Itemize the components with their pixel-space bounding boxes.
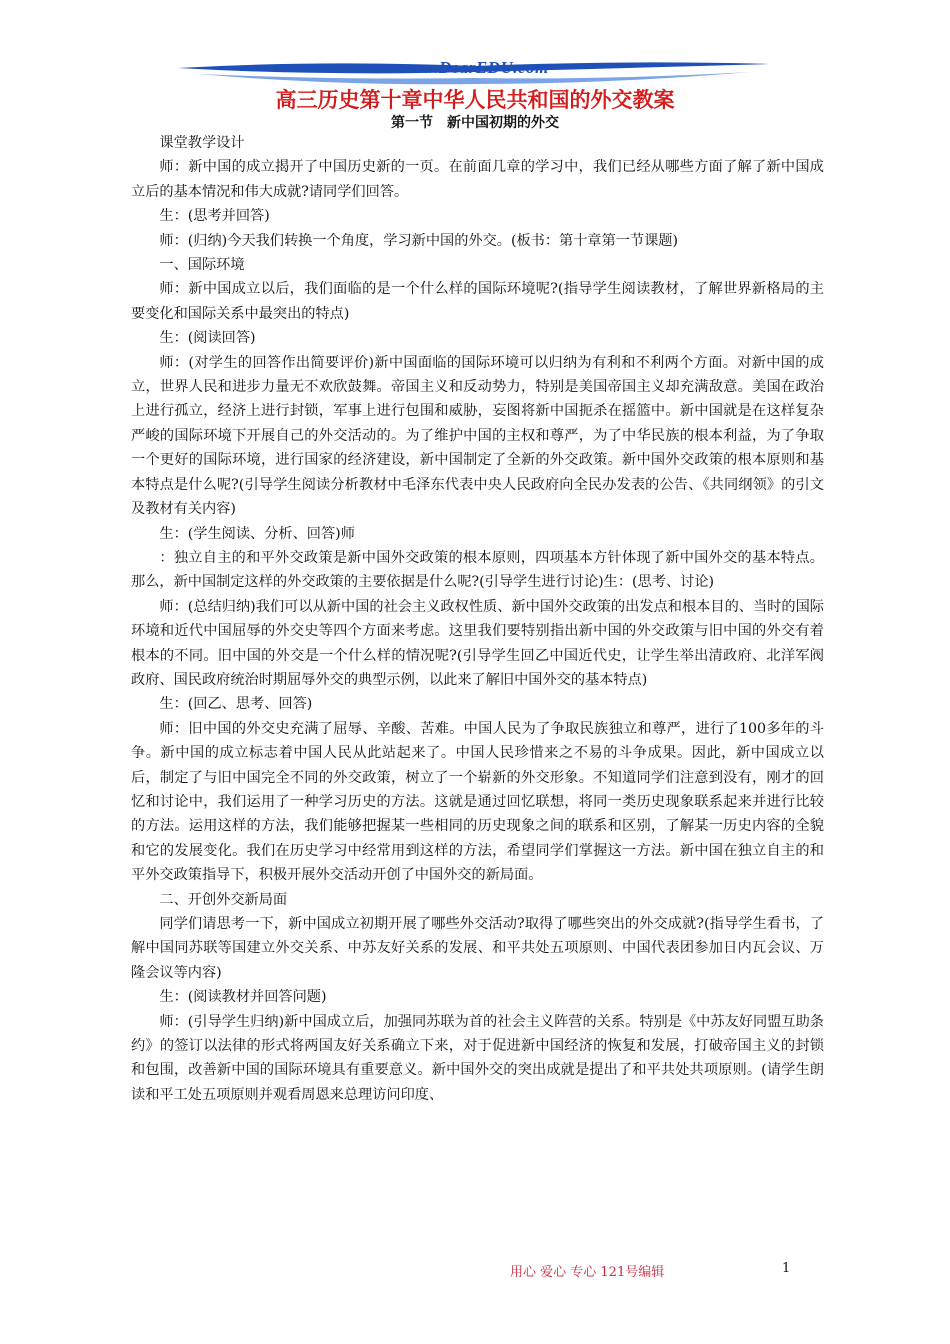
- section-heading: 一、国际环境: [159, 257, 245, 274]
- paragraph: 课堂教学设计: [159, 135, 245, 151]
- paragraph: 师：(归纳)今天我们转换一个角度，学习新中国的外交。(板书：第十章第一节课题): [159, 232, 679, 249]
- document-title: 高三历史第十章中华人民共和国的外交教案: [275, 88, 675, 112]
- paragraph: 生：(阅读教材并回答问题): [159, 989, 327, 1006]
- section-heading: 二、开创外交新局面: [159, 891, 288, 908]
- paragraph: 师：旧中国的外交史充满了屈辱、辛酸、苦难。中国人民为了争取民族独立和尊严，进行了100多年的斗争。新中国的成立标志着中国人民从此站起来了。中国人民珍惜来之不易的斗争成果。因此，新中国成立以后，制定了与旧中国完全不同的外交政策，树立了一个崭新的外交形象。不知道同学们注意到没有，刚才的回忆和讨论中，我们运用了一种学习历史的方法。这就是通过回忆联想，将同一类历史现象联系起来并进行比较的方法。运用这样的方法，我们能够把握某一些相同的历史现象之间的联系和区别，了解某一历史内容的全貌和它的发展变化。我们在历史学习中经常用到这样的方法，希望同学们掌握这一方法。新中国在独立自主的和平外交政策指导下，积极开展外交活动开创了中国外交的新局面。: [131, 720, 824, 884]
- paragraph: 师：(对学生的回答作出简要评价)新中国面临的国际环境可以归纳为有利和不利两个方面。对新中国的成立，世界人民和进步力量无不欢欣鼓舞。帝国主义和反动势力，特别是美国帝国主义却充满敌意。美国在政治上进行孤立，经济上进行封锁，军事上进行包围和威胁，妄图将新中国扼杀在摇篮中。新中国就是在这样复杂严峻的国际环境下开展自己的外交活动的。为了维护中国的主权和尊严，为了中华民族的根本利益，为了争取一个更好的国际环境，进行国家的经济建设，新中国制定了全新的外交政策。新中国外交政策的根本原则和基本特点是什么呢?(引导学生阅读分析教材中毛泽东代表中央人民政府向全民办发表的公告、《共同纲领》的引文及教材有关内容): [131, 354, 824, 518]
- paragraph: 师：(引导学生归纳)新中国成立后，加强同苏联为首的社会主义阵营的关系。特别是《中苏友好同盟互助条约》的签订以法律的形式将两国友好关系确立下来，对于促进新中国经济的恢复和发展，打破帝国主义的封锁和包围，改善新中国的国际环境具有重要意义。新中国外交的突出成就是提出了和平共处共项原则。(请学生朗读和平工处五项原则并观看周恩来总理访问印度、: [131, 1013, 824, 1103]
- paragraph: 生：(阅读回答): [159, 330, 256, 347]
- paragraph: 生：(思考并回答): [159, 208, 270, 225]
- paragraph: 生：(回乙、思考、回答): [159, 696, 313, 713]
- footer-note: 用心 爱心 专心 121号编辑: [510, 1265, 665, 1280]
- paragraph: ：独立自主的和平外交政策是新中国外交政策的根本原则，四项基本方针体现了新中国外交的基本特点。那么，新中国制定这样的外交政策的主要依据是什么呢?(引导学生进行讨论)生：(思考、讨论): [131, 549, 824, 591]
- site-banner: [178, 54, 770, 88]
- paragraph: 师：(总结归纳)我们可以从新中国的社会主义政权性质、新中国外交政策的出发点和根本目的、当时的国际环境和近代中国屈辱的外交史等四个方面来考虑。这里我们要特别指出新中国的外交政策与旧中国的外交有着根本的不同。旧中国的外交是一个什么样的情况呢?(引导学生回乙中国近代史，让学生举出清政府、北洋军阀政府、国民政府统治时期屈辱外交的典型示例，以此来了解旧中国外交的基本特点): [131, 598, 824, 688]
- paragraph: 师：新中国的成立揭开了中国历史新的一页。在前面几章的学习中，我们已经从哪些方面了解了新中国成立后的基本情况和伟大成就?请同学们回答。: [131, 159, 824, 200]
- section-subtitle: 第一节 新中国初期的外交: [391, 115, 559, 131]
- paragraph: 生：(学生阅读、分析、回答)师: [159, 525, 355, 542]
- site-url[interactable]: www.DearEDU.com: [399, 58, 549, 77]
- document-body: [131, 131, 824, 1107]
- page-number: 1: [782, 1261, 791, 1276]
- paragraph: 师：新中国成立以后，我们面临的是一个什么样的国际环境呢?(指导学生阅读教材，了解世界新格局的主要变化和国际关系中最突出的特点): [131, 281, 824, 322]
- paragraph: 同学们请思考一下，新中国成立初期开展了哪些外交活动?取得了哪些突出的外交成就?(指导学生看书，了解中国同苏联等国建立外交关系、中苏友好关系的发展、和平共处五项原则、中国代表团参加日内瓦会议、万隆会议等内容): [131, 916, 824, 981]
